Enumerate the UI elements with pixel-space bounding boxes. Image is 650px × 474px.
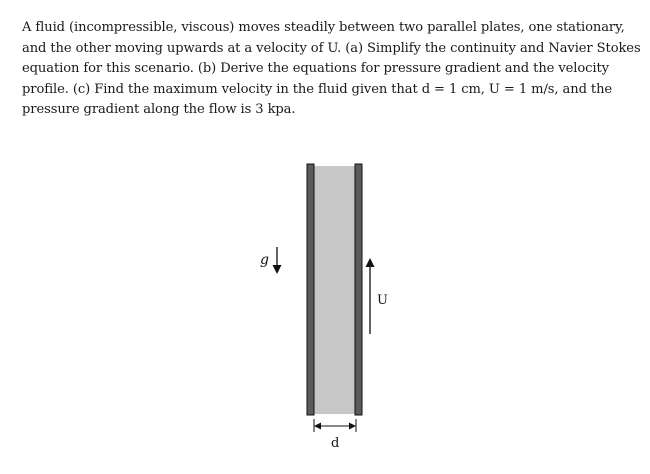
gap-label: d: [331, 436, 340, 451]
problem-line-5: pressure gradient along the flow is 3 kpa.: [22, 102, 296, 118]
gravity-label: g: [260, 252, 269, 268]
stationary-plate: [307, 164, 314, 415]
gravity-arrow-icon: [273, 247, 282, 274]
problem-line-4: profile. (c) Find the maximum velocity in the fluid given that d = 1 cm, U = 1 m/s, and the: [22, 81, 613, 97]
velocity-arrow-icon: [366, 258, 375, 334]
gap-dimension-arrow-icon: [314, 419, 356, 432]
problem-line-3: equation for this scenario. (b) Derive the equations for pressure gradient and the velocity: [22, 61, 609, 77]
moving-plate: [355, 164, 362, 415]
problem-line-1: A fluid (incompressible, viscous) moves steadily between two parallel plates, one stationary,: [22, 20, 625, 35]
fluid-region: [314, 166, 355, 414]
problem-line-2: and the other moving upwards at a velocity of U. (a) Simplify the continuity and Navier Stokes: [22, 40, 641, 56]
velocity-label: U: [377, 293, 388, 308]
